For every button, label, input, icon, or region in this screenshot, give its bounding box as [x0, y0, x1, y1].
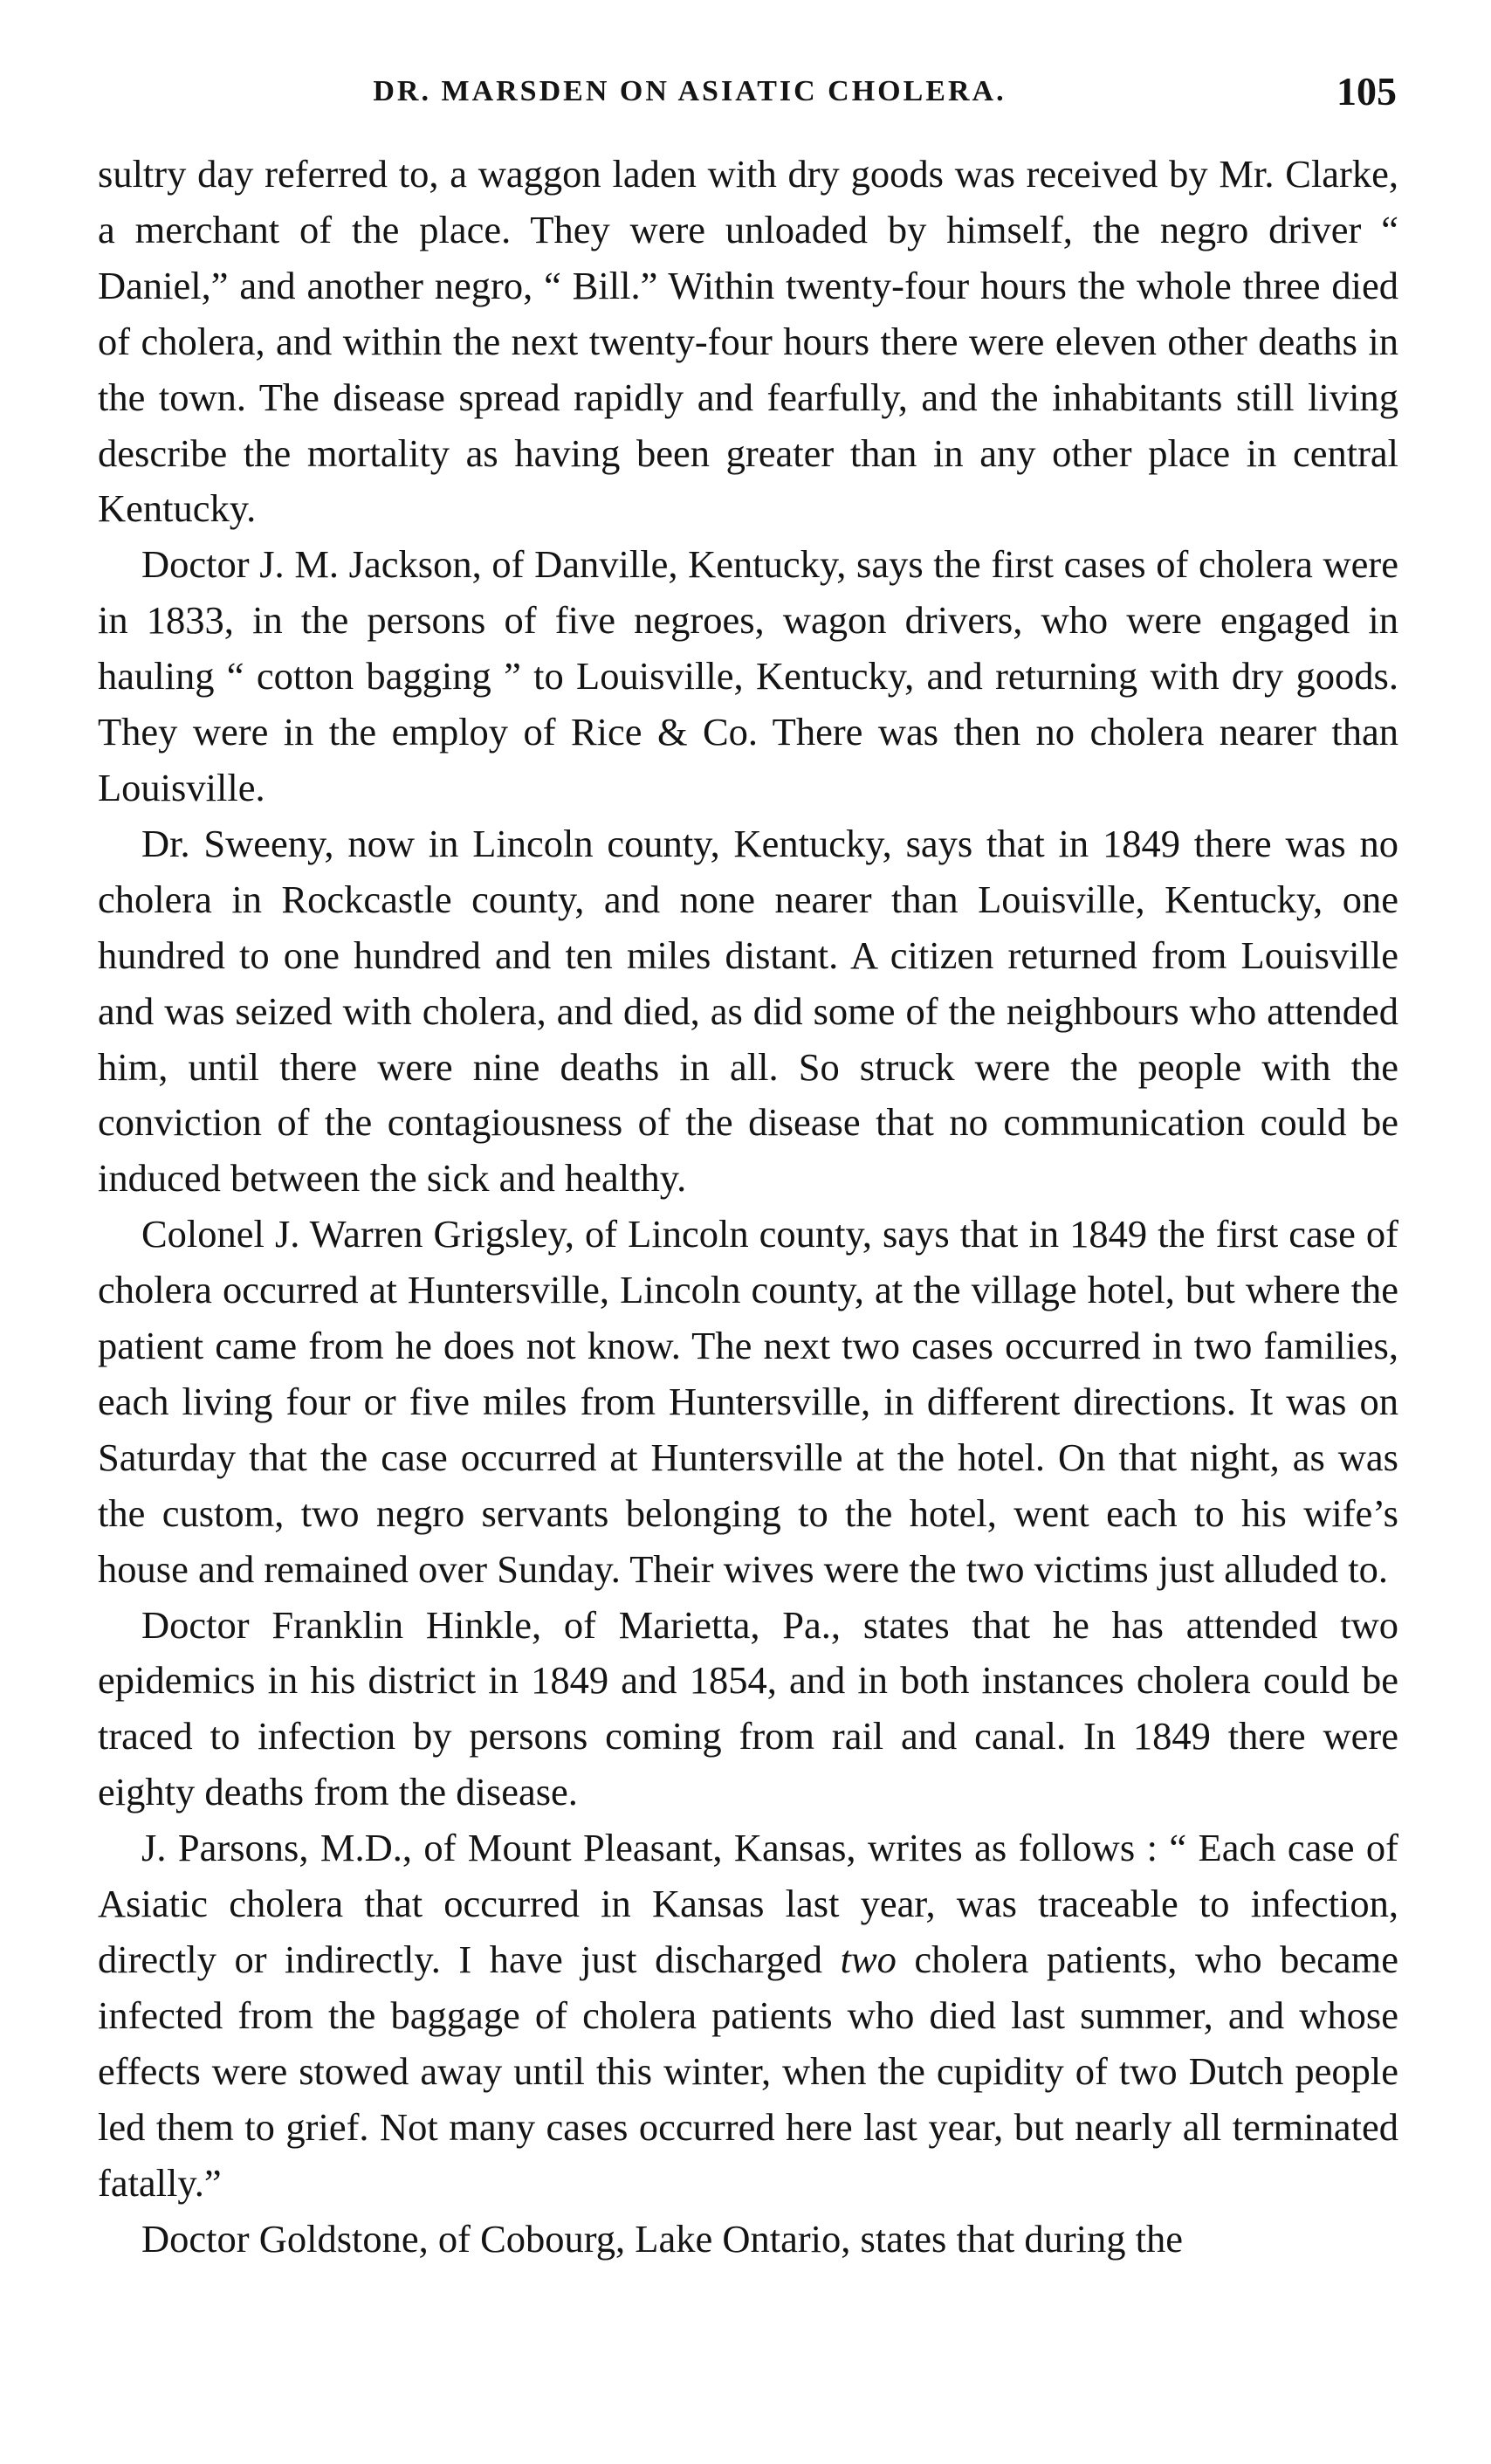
paragraph-jackson: Doctor J. M. Jackson, of Danville, Kentucky, says the first cases of cholera were in 1833, in the persons of five negroes, wagon drivers, who were engaged in hauling “ cotton bagging ” to Louisville, Kentucky, and returning with dry goods. They were in the employ of Rice & Co. There was then no cholera nearer than Louisville. [98, 542, 1398, 809]
running-head: DR. MARSDEN ON ASIATIC CHOLERA. [373, 75, 1007, 107]
page-number: 105 [1336, 69, 1397, 114]
parsons-emphasis: two [840, 1937, 897, 1981]
paragraph-continuation: sultry day referred to, a waggon laden with dry goods was received by Mr. Clarke, a merchant of the place. They were unloaded by himself, the negro driver “ Daniel,” and another negro, “ Bill.” Within twenty-four hours the whole three died of cholera, and within the next twenty-four hours there were eleven other deaths in the town. The disease spread rapidly and fearfully, and the inhabitants still living describe the mortality as having been greater than in any other place in central Kentucky. [98, 152, 1398, 531]
page-header [96, 68, 1397, 120]
paragraph-parsons [98, 1820, 1398, 2211]
paragraph-goldstone: Doctor Goldstone, of Cobourg, Lake Ontario, states that during the [141, 2216, 1184, 2261]
parsons-text-before: J. Parsons, M.D., of Mount Pleasant, Kansas, writes as follows : “ Each case of Asiatic cholera that occurred in Kansas last year, was traceable to infection, directly or indirectly. I have just discharged [98, 1826, 1398, 1981]
paragraph-hinkle: Doctor Franklin Hinkle, of Marietta, Pa., states that he has attended two epidemics in his district in 1849 and 1854, and in both instances cholera could be traced to infection by persons coming from rail and canal. In 1849 there were eighty deaths from the disease. [98, 1602, 1398, 1814]
body-text [98, 147, 1398, 2267]
parsons-text-after: cholera patients, who became infected from the baggage of cholera patients who died last summer, and whose effects were stowed away until this winter, when the cupidity of two Dutch people led them to grief. Not many cases occurred here last year, but nearly all terminated fatally.” [98, 1937, 1398, 2205]
paragraph-sweeny: Dr. Sweeny, now in Lincoln county, Kentucky, says that in 1849 there was no cholera in Rockcastle county, and none nearer than Louisville, Kentucky, one hundred to one hundred and ten miles distant. A citizen returned from Louisville and was seized with cholera, and died, as did some of the neighbours who attended him, until there were nine deaths in all. So struck were the people with the conviction of the contagiousness of the disease that no communication could be induced between the sick and healthy. [98, 821, 1398, 1201]
paragraph-grigsley: Colonel J. Warren Grigsley, of Lincoln county, says that in 1849 the first case of cholera occurred at Huntersville, Lincoln county, at the village hotel, but where the patient came from he does not know. The next two cases occurred in two families, each living four or five miles from Huntersville, in different directions. It was on Saturday that the case occurred at Huntersville at the hotel. On that night, as was the custom, two negro servants belonging to the hotel, went each to his wife’s house and remained over Sunday. Their wives were the two victims just alluded to. [98, 1212, 1398, 1591]
